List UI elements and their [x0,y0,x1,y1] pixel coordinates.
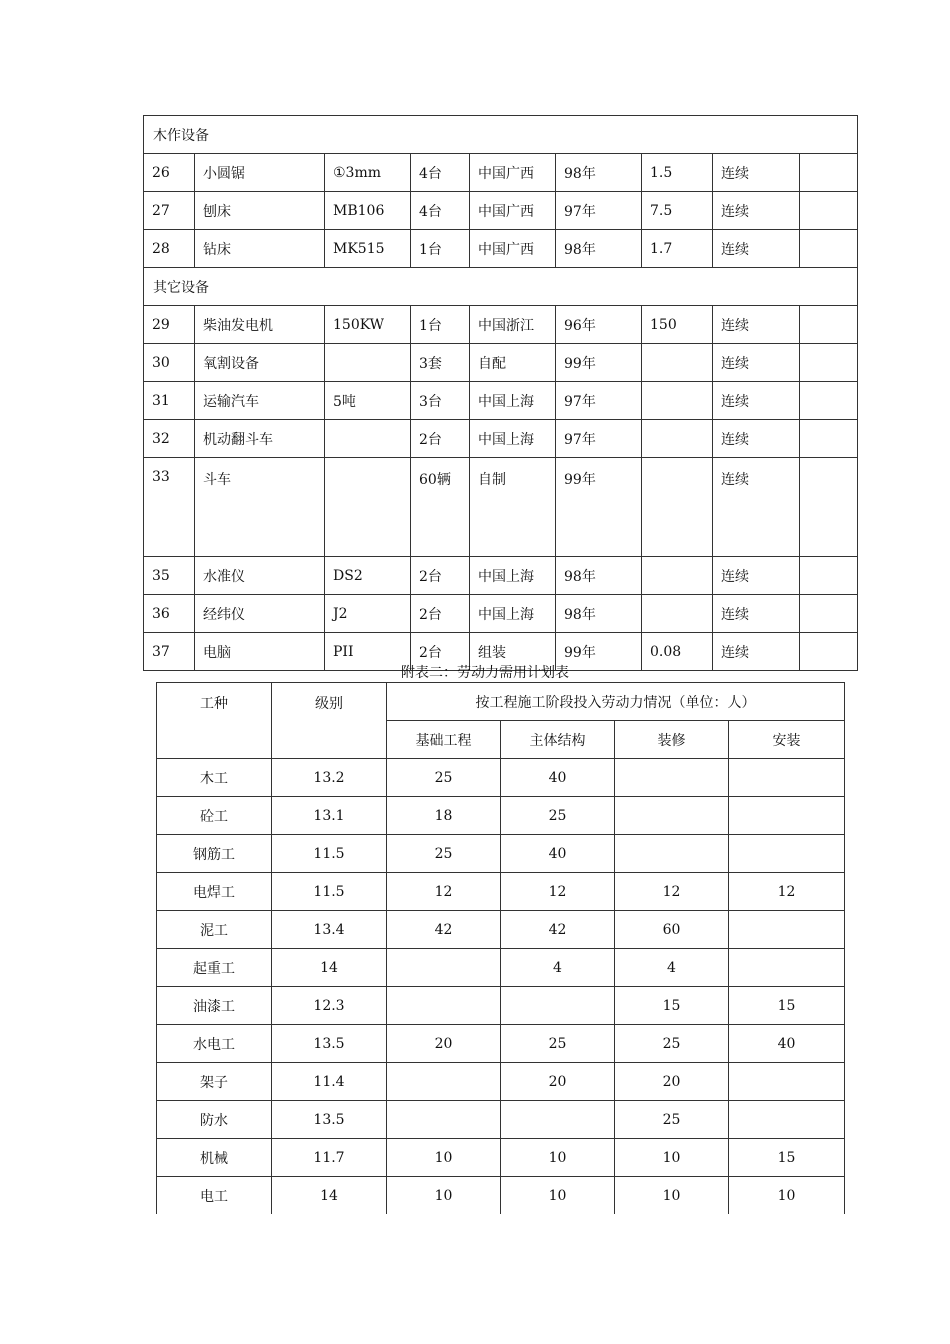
table-cell: 37 [144,633,195,671]
labor-plan-table [156,682,845,1214]
phase-header: 安装 [729,721,845,759]
table-cell: MB106 [325,192,411,230]
table-cell: 15 [615,987,729,1025]
table-cell: 25 [387,759,501,797]
table-cell: 水电工 [157,1025,272,1063]
table-row [157,1025,845,1063]
phase-header: 基础工程 [387,721,501,759]
table-cell: 连续 [713,306,800,344]
table-cell: 42 [501,911,615,949]
table-cell: 31 [144,382,195,420]
table-cell: 柴油发电机 [195,306,325,344]
table-cell: 18 [387,797,501,835]
table-row [144,458,858,557]
table-cell: 0.08 [642,633,713,671]
table-cell: 连续 [713,154,800,192]
table-cell: 98年 [556,230,642,268]
table-cell: 11.5 [272,873,387,911]
table-cell: 35 [144,557,195,595]
table-row [144,192,858,230]
table-cell: MK515 [325,230,411,268]
table-cell [501,1101,615,1139]
table-cell [729,759,845,797]
table-row [157,1101,845,1139]
table-cell: 10 [615,1139,729,1177]
table-cell: 运输汽车 [195,382,325,420]
table-cell [800,306,858,344]
table-row [144,557,858,595]
table-cell [387,949,501,987]
table-cell: 27 [144,192,195,230]
table-cell: 13.5 [272,1025,387,1063]
table-cell: 60 [615,911,729,949]
table-cell: 斗车 [195,458,325,557]
table-cell: 砼工 [157,797,272,835]
table-cell: 钻床 [195,230,325,268]
table-cell: 11.7 [272,1139,387,1177]
table-cell: 150 [642,306,713,344]
table-cell: 2台 [411,420,470,458]
table-cell: 25 [615,1025,729,1063]
table-cell: 25 [501,1025,615,1063]
table-row [157,949,845,987]
table-row [157,759,845,797]
table-cell: 钢筋工 [157,835,272,873]
table-cell: 连续 [713,557,800,595]
table-cell: 97年 [556,382,642,420]
table-cell [642,382,713,420]
phase-header: 装修 [615,721,729,759]
table-cell: 42 [387,911,501,949]
table-cell: 13.2 [272,759,387,797]
table-cell [800,192,858,230]
table-cell [800,420,858,458]
table-cell [800,344,858,382]
table-cell: 3套 [411,344,470,382]
table-cell [729,911,845,949]
table-cell: 13.5 [272,1101,387,1139]
table-row [157,987,845,1025]
table-cell: 7.5 [642,192,713,230]
table-cell: 14 [272,1177,387,1215]
table-row [144,344,858,382]
table-cell: 99年 [556,633,642,671]
table-cell [729,797,845,835]
table-cell [615,797,729,835]
table-cell: 97年 [556,420,642,458]
table-cell: 40 [729,1025,845,1063]
table-cell: 40 [501,759,615,797]
table-cell: 1.7 [642,230,713,268]
table-cell: 12 [501,873,615,911]
table-cell: 14 [272,949,387,987]
table-cell: 32 [144,420,195,458]
table-cell [800,557,858,595]
table-cell: 99年 [556,458,642,557]
table-cell: 中国上海 [470,595,556,633]
table-cell: 26 [144,154,195,192]
table-cell [615,759,729,797]
table-cell: 中国浙江 [470,306,556,344]
table-cell: 电工 [157,1177,272,1215]
table-cell: 电焊工 [157,873,272,911]
table-cell: 起重工 [157,949,272,987]
table-cell: 60辆 [411,458,470,557]
section-row [144,116,858,154]
phase-header: 主体结构 [501,721,615,759]
table-cell [642,344,713,382]
table-cell: 98年 [556,154,642,192]
equipment-table [143,115,858,671]
table-row [144,420,858,458]
table-cell: 97年 [556,192,642,230]
table-cell: ①3mm [325,154,411,192]
table-cell: 15 [729,1139,845,1177]
table-cell: 自制 [470,458,556,557]
table-cell: 4台 [411,154,470,192]
table-cell: 中国上海 [470,382,556,420]
table-cell: 1台 [411,306,470,344]
table-cell: 11.5 [272,835,387,873]
labor-table-title: 附表二：劳动力需用计划表 [401,665,569,681]
table-cell: 12.3 [272,987,387,1025]
table-cell: 经纬仪 [195,595,325,633]
phase-group-header: 按工程施工阶段投入劳动力情况（单位：人） [387,683,845,721]
table-cell: DS2 [325,557,411,595]
table-cell: 机动翻斗车 [195,420,325,458]
table-row [157,1063,845,1101]
table-cell: 25 [387,835,501,873]
table-cell: 10 [501,1139,615,1177]
table-cell: 11.4 [272,1063,387,1101]
table-cell: 自配 [470,344,556,382]
table-cell [642,458,713,557]
table-row [144,595,858,633]
table-cell [387,987,501,1025]
table-cell: 防水 [157,1101,272,1139]
table-cell [800,382,858,420]
table-row [157,1177,845,1215]
table-cell: 2台 [411,557,470,595]
table-cell: 15 [729,987,845,1025]
table-cell: 油漆工 [157,987,272,1025]
table-cell: 连续 [713,458,800,557]
table-cell: 33 [144,458,195,557]
table-cell: 中国上海 [470,557,556,595]
table-cell [642,420,713,458]
table-cell: 12 [615,873,729,911]
table-cell: 中国广西 [470,192,556,230]
table-cell: 20 [615,1063,729,1101]
table-cell: 20 [387,1025,501,1063]
table-cell: 1.5 [642,154,713,192]
table-row [157,797,845,835]
table-cell: 4 [501,949,615,987]
table-cell: 12 [387,873,501,911]
table-cell [387,1101,501,1139]
table-cell: 4台 [411,192,470,230]
table-cell: 小圆锯 [195,154,325,192]
table-cell: 29 [144,306,195,344]
table-cell: 刨床 [195,192,325,230]
table-cell: 150KW [325,306,411,344]
table-cell: 99年 [556,344,642,382]
section-title: 木作设备 [144,116,858,154]
table-cell [800,154,858,192]
table-cell: 5吨 [325,382,411,420]
table-cell [800,230,858,268]
table-cell: 1台 [411,230,470,268]
table-cell [615,835,729,873]
section-row [144,268,858,306]
table-cell: 中国广西 [470,154,556,192]
table-cell: 10 [615,1177,729,1215]
table-row [144,154,858,192]
table-row [144,306,858,344]
table-cell [642,557,713,595]
table-cell: 连续 [713,382,800,420]
table-cell: J2 [325,595,411,633]
section-title: 其它设备 [144,268,858,306]
table-cell: 2台 [411,633,470,671]
table-cell: 3台 [411,382,470,420]
table-cell: 10 [387,1177,501,1215]
table-cell: 中国广西 [470,230,556,268]
table-cell: 电脑 [195,633,325,671]
table-cell [325,420,411,458]
level-header: 级别 [272,683,387,759]
table-cell [800,595,858,633]
table-cell [387,1063,501,1101]
table-cell: 木工 [157,759,272,797]
table-cell [642,595,713,633]
table-cell [729,949,845,987]
table-cell: 98年 [556,595,642,633]
table-cell: 氧割设备 [195,344,325,382]
table-cell: 36 [144,595,195,633]
table-cell: 连续 [713,595,800,633]
table-cell: 30 [144,344,195,382]
table-cell: 连续 [713,420,800,458]
table-cell: 水准仪 [195,557,325,595]
table-cell: 连续 [713,230,800,268]
table-cell: 组装 [470,633,556,671]
table-cell [729,1101,845,1139]
table-cell: 10 [729,1177,845,1215]
table-cell [501,987,615,1025]
table-cell: PII [325,633,411,671]
table-cell: 20 [501,1063,615,1101]
table-cell: 28 [144,230,195,268]
table-cell: 25 [615,1101,729,1139]
table-cell: 25 [501,797,615,835]
table-cell: 10 [501,1177,615,1215]
table-cell: 4 [615,949,729,987]
table-cell [800,458,858,557]
table-cell: 连续 [713,633,800,671]
table-row [157,911,845,949]
table-cell: 96年 [556,306,642,344]
trade-header: 工种 [157,683,272,759]
table-cell [325,458,411,557]
table-cell [729,1063,845,1101]
table-row [144,230,858,268]
table-cell: 13.4 [272,911,387,949]
table-cell: 12 [729,873,845,911]
table-cell: 40 [501,835,615,873]
table-cell: 10 [387,1139,501,1177]
table-cell: 98年 [556,557,642,595]
table-cell: 连续 [713,192,800,230]
table-cell: 机械 [157,1139,272,1177]
table-cell: 连续 [713,344,800,382]
table-row [157,1139,845,1177]
table-cell: 架子 [157,1063,272,1101]
table-cell [729,835,845,873]
table-row [157,835,845,873]
table-cell: 13.1 [272,797,387,835]
table-cell [325,344,411,382]
table-cell: 2台 [411,595,470,633]
table-cell: 中国上海 [470,420,556,458]
table-row [144,382,858,420]
table-cell: 泥工 [157,911,272,949]
table-row [157,873,845,911]
